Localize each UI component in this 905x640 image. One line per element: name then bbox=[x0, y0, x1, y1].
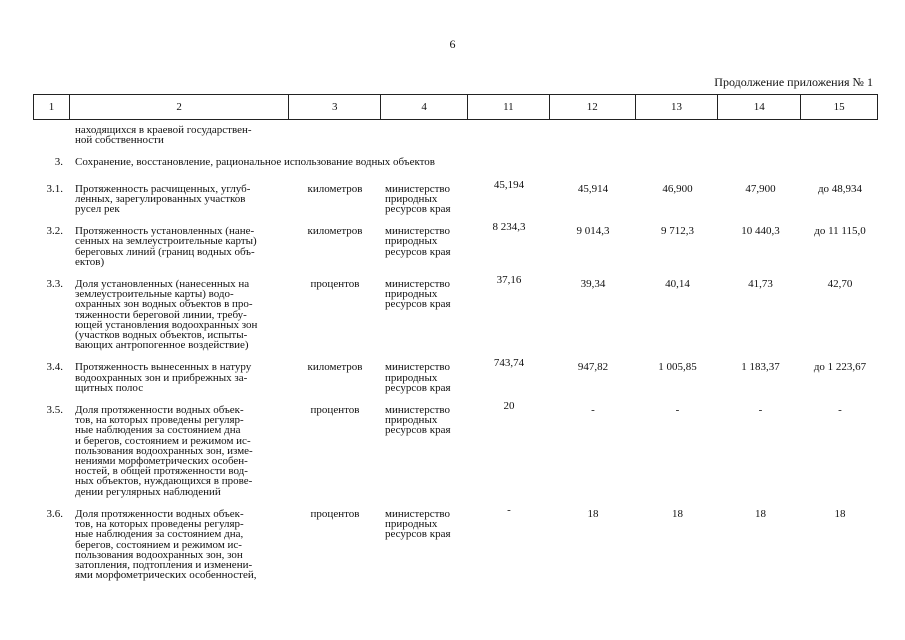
row-number: 3.5. bbox=[46, 404, 63, 417]
row-value-15: 42,70 bbox=[827, 278, 853, 291]
row-value-11: - bbox=[507, 503, 511, 516]
row-value-11: 37,16 bbox=[496, 274, 522, 287]
table-row bbox=[33, 184, 878, 227]
row-value-14: 1 183,37 bbox=[741, 361, 780, 374]
row-responsible: министерство природных ресурсов края bbox=[385, 225, 451, 258]
row-number: 3.3. bbox=[46, 278, 63, 291]
header-cell-col12: 12 bbox=[550, 95, 636, 119]
row-responsible: министерство природных ресурсов края bbox=[385, 182, 451, 216]
row-value-11: 20 bbox=[503, 400, 515, 413]
row-value-12: - bbox=[591, 404, 595, 417]
row-number: 3.4. bbox=[46, 361, 63, 374]
row-value-14: 41,73 bbox=[748, 278, 773, 291]
table-row bbox=[33, 279, 878, 362]
header-cell-col1: 1 bbox=[34, 95, 70, 119]
row-responsible: министерство природных ресурсов края bbox=[385, 361, 451, 394]
row-number: 3.6. bbox=[46, 507, 63, 520]
row-description: Протяженность расчищенных, углуб- ленных, зарегулированных участков русел рек bbox=[75, 182, 251, 216]
row-description: Протяженность вынесенных в натуру водоохранных зон и прибрежных за- щитных полос bbox=[75, 361, 252, 394]
row-value-13: 18 bbox=[672, 507, 683, 520]
row-unit: километров bbox=[307, 182, 363, 195]
row-description: Доля протяженности водных объек- тов, на которых проведены регуляр- ные наблюдения за состоянием дна, берегов, состоянием и режимом ис- пользования водоохранных зон, зон затопления, подтопления и изменени- ями морфометрических особенностей, bbox=[75, 507, 257, 582]
table-row bbox=[33, 509, 878, 592]
table-row bbox=[33, 226, 878, 279]
row-value-11: 8 234,3 bbox=[492, 221, 526, 234]
indicators-table bbox=[33, 121, 878, 592]
row-value-13: 46,900 bbox=[662, 182, 693, 195]
row-value-13: 1 005,85 bbox=[658, 361, 697, 374]
row-description: Доля установленных (нанесенных на землеустроительные карты) водо- охранных зон водных объектов в про- тяженности береговой линии, требу- ющей установления водоохранных зон (участков водных объектов, испыты- вающих антропогенное воздействие) bbox=[75, 278, 258, 352]
row-description: Протяженность установленных (нане- сенных на землеустроительные карты) береговых линий (границ водных объ- ектов) bbox=[75, 225, 257, 268]
header-cell-col13: 13 bbox=[636, 95, 719, 119]
section-title: Сохранение, восстановление, рациональное использование водных объектов bbox=[75, 156, 436, 169]
row-unit: процентов bbox=[310, 507, 360, 520]
row-unit: процентов bbox=[310, 278, 360, 291]
row-value-15: - bbox=[838, 404, 842, 417]
row-value-12: 18 bbox=[587, 507, 599, 520]
continued-description: находящихся в краевой государствен- ной собственности bbox=[75, 124, 252, 147]
row-number: 3.1. bbox=[46, 182, 63, 195]
header-cell-col4: 4 bbox=[381, 95, 468, 119]
row-value-15: до 1 223,67 bbox=[813, 361, 867, 374]
section-row bbox=[33, 145, 878, 183]
header-cell-col11: 11 bbox=[468, 95, 550, 119]
row-responsible: министерство природных ресурсов края bbox=[385, 404, 451, 437]
row-value-14: 10 440,3 bbox=[741, 225, 780, 238]
row-value-15: 18 bbox=[834, 507, 846, 520]
row-unit: километров bbox=[307, 361, 363, 374]
header-cell-col2: 2 bbox=[70, 95, 289, 119]
row-value-14: 18 bbox=[755, 507, 766, 520]
row-responsible: министерство природных ресурсов края bbox=[385, 507, 451, 541]
row-value-13: - bbox=[675, 404, 680, 417]
row-value-13: 40,14 bbox=[665, 278, 690, 291]
header-cell-col3: 3 bbox=[289, 95, 381, 119]
table-row bbox=[33, 405, 878, 509]
header-cell-col14: 14 bbox=[718, 95, 801, 119]
row-value-12: 947,82 bbox=[577, 361, 609, 374]
header-cell-col15: 15 bbox=[833, 101, 845, 113]
section-number: 3. bbox=[54, 156, 63, 169]
row-value-14: 47,900 bbox=[745, 182, 776, 195]
row-responsible: министерство природных ресурсов края bbox=[385, 278, 451, 311]
continuation-label: Продолжение приложения № 1 bbox=[714, 75, 873, 89]
row-unit: километров bbox=[307, 225, 363, 238]
continued-row bbox=[33, 121, 878, 145]
row-value-12: 39,34 bbox=[580, 278, 606, 291]
row-number: 3.2. bbox=[46, 225, 63, 238]
row-description: Доля протяженности водных объек- тов, на которых проведены регуляр- ные наблюдения за состоянием дна и берегов, состоянием и режимом ис- пользования водоохранных зон, изме- нениями морфометрических особен- ностей, в общей протяженности вод- ных объектов, нуждающихся в прове- дении регулярных наблюдений bbox=[75, 404, 253, 498]
row-value-12: 45,914 bbox=[577, 182, 609, 195]
page-number: 6 bbox=[449, 37, 456, 51]
row-value-13: 9 712,3 bbox=[661, 225, 694, 238]
row-value-15: до 11 115,0 bbox=[814, 225, 866, 238]
row-value-11: 743,74 bbox=[493, 357, 525, 370]
row-unit: процентов bbox=[310, 404, 360, 417]
table-row bbox=[33, 362, 878, 405]
row-value-12: 9 014,3 bbox=[576, 225, 610, 238]
row-value-11: 45,194 bbox=[493, 178, 525, 191]
row-value-15: до 48,934 bbox=[817, 182, 863, 195]
table-header-row bbox=[33, 94, 878, 120]
row-value-14: - bbox=[758, 404, 763, 417]
